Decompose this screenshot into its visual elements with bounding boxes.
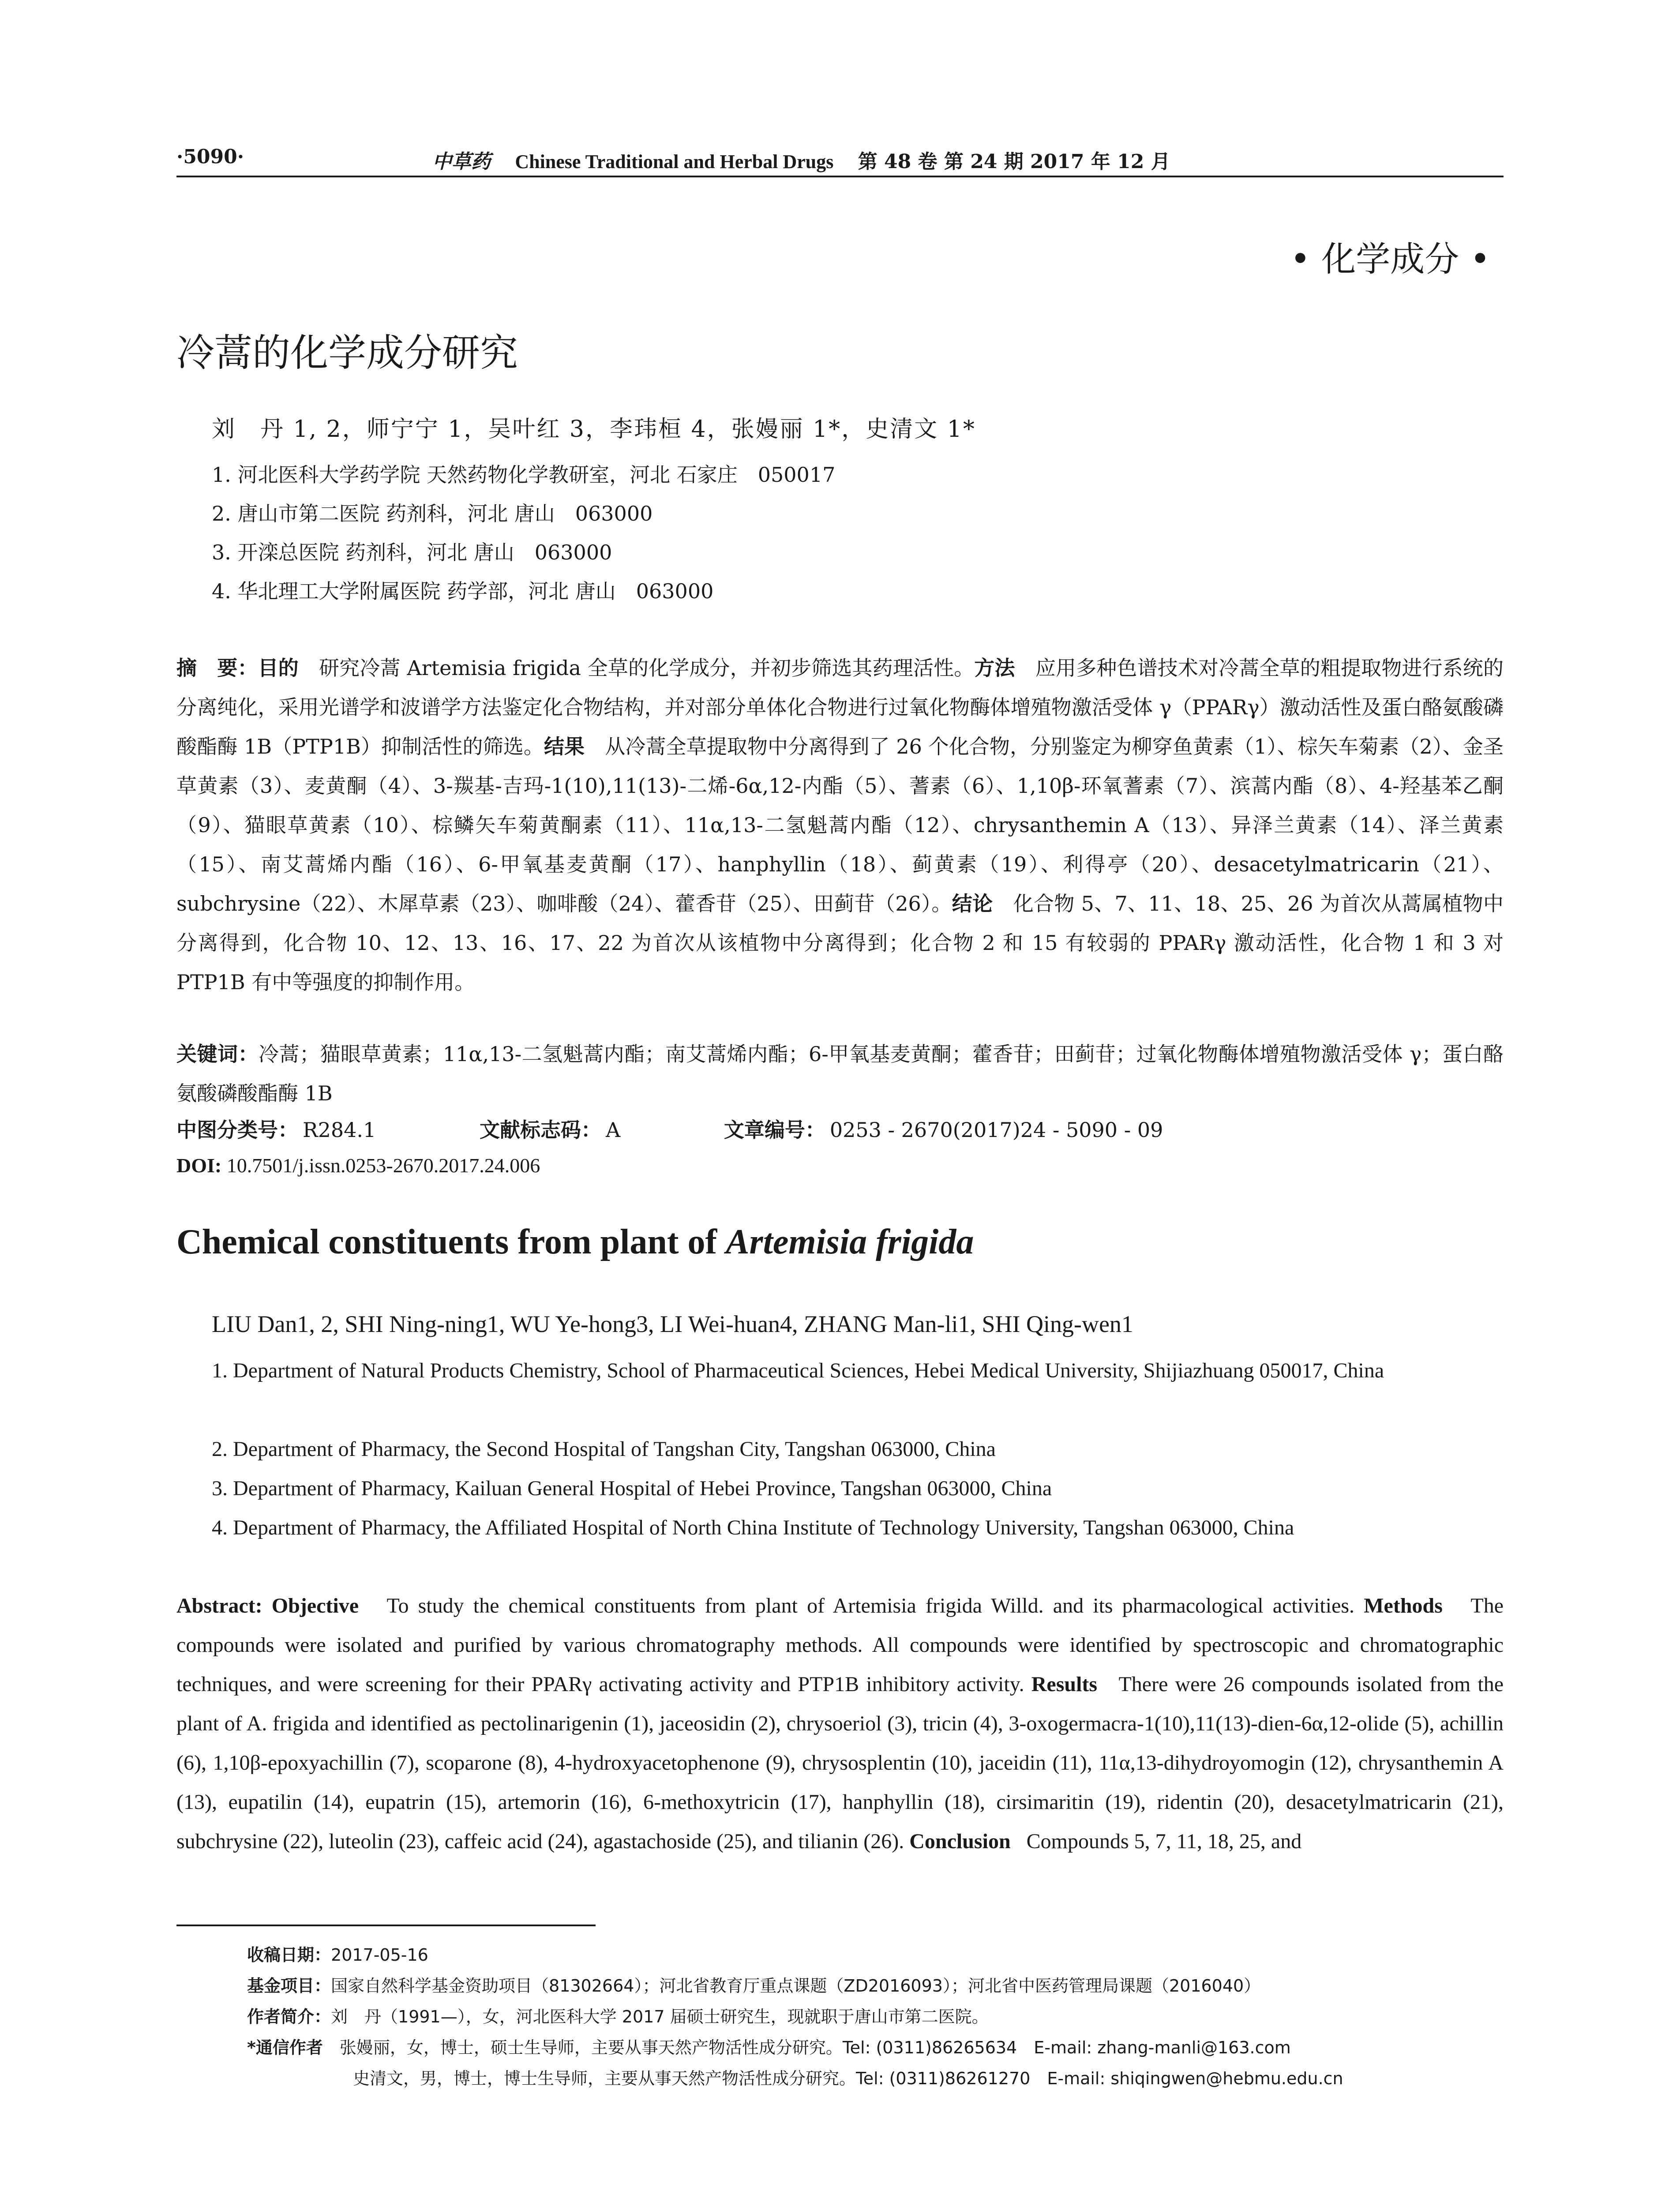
page-number: ·5090· bbox=[176, 146, 244, 168]
objective-en-text: To study the chemical constituents from plant of Artemisia frigida Willd. and its pharmacological activities. bbox=[386, 1594, 1355, 1617]
objective-en-label: Abstract: Objective bbox=[176, 1594, 359, 1617]
affiliation-en-4: 4. Department of Pharmacy, the Affiliated Hospital of North China Institute of Technology University, Tangshan 063000, China bbox=[212, 1516, 1294, 1539]
results-en-label: Results bbox=[1031, 1673, 1098, 1696]
header-rule bbox=[176, 176, 1504, 177]
conclusion-cn-label: 结论 bbox=[952, 892, 993, 915]
methods-en-text: The compounds were isolated and purified by various chromatography methods. All compounds were identified by spectroscopic and chromatographic techniques, and were screening for their PPARγ activating activity and PTP1B inhibitory activity. bbox=[176, 1594, 1504, 1696]
footnote-received bbox=[247, 1941, 428, 1966]
journal-name-cn: 中草药 bbox=[432, 150, 491, 173]
authors-en: LIU Dan1, 2, SHI Ning-ning1, WU Ye-hong3, LI Wei-huan4, ZHANG Man-li1, SHI Qing-wen1 bbox=[212, 1311, 1133, 1337]
section-label: • 化学成分 • bbox=[1290, 240, 1490, 279]
keywords-cn-label: 关键词： bbox=[176, 1042, 259, 1066]
results-cn-text: 从冷蒿全草提取物中分离得到了 26 个化合物，分别鉴定为柳穿鱼黄素（1）、棕矢车菊素（2）、金圣草黄素（3）、麦黄酮（4）、3-羰基-吉玛-1(10),11(13)-二烯-6α,12-内酯（5）、蓍素（6）、1,10β-环氧蓍素（7）、滨蒿内酯（8）、4-羟基苯乙酮（9）、猫眼草黄素（10）、棕鳞矢车菊黄酮素（11）、11α,13-二氢魁蒿内酯（12）、chrysanthemin A（13）、异泽兰黄素（14）、泽兰黄素（15）、南艾蒿烯内酯（16）、6-甲氧基麦黄酮（17）、hanphyllin（18）、蓟黄素（19）、利得亭（20）、desacetylmatricarin（21）、subchrysine（22）、木犀草素（23）、咖啡酸（24）、藿香苷（25）、田蓟苷（26）。 bbox=[176, 735, 1504, 915]
abstract-cn-label: 摘 要： bbox=[176, 656, 258, 680]
footnote-corresponding-2 bbox=[353, 2065, 1343, 2089]
abstract-en bbox=[176, 1586, 1504, 1861]
affiliation-en-1: 1. Department of Natural Products Chemistry, School of Pharmaceutical Sciences, Hebei Medical University, Shijiazhuang 050017, China bbox=[212, 1359, 1384, 1382]
bio-value: 刘 丹（1991—），女，河北医科大学 2017 届硕士研究生，现就职于唐山市第二医院。 bbox=[331, 2007, 989, 2026]
journal-name-en: Chinese Traditional and Herbal Drugs bbox=[515, 151, 834, 173]
footnote-fund bbox=[247, 1972, 1260, 1996]
corresponding-author-1: 张嫚丽，女，博士，硕士生导师，主要从事天然产物活性成分研究。Tel: (0311)86265634 E-mail: zhang-manli@163.com bbox=[339, 2038, 1291, 2057]
fund-label: 基金项目： bbox=[247, 1976, 331, 1996]
footnote-bio bbox=[247, 2003, 989, 2027]
results-en-text: There were 26 compounds isolated from the plant of A. frigida and identified as pectolinarigenin (1), jaceosidin (2), chrysoeriol (3), tricin (4), 3-oxogermacra-1(10),11(13)-dien-6α,12-olide (5), achillin (6), 1,10β-epoxyachillin (7), scoparone (8), 4-hydroxyacetophenone (9), chrysosplentin (10), jaceidin (11), 11α,13-dihydroyomogin (12), chrysanthemin A (13), eupatilin (14), eupatrin (15), artemorin (16), 6-methoxytricin (17), hanphyllin (18), cirsimaritin (19), ridentin (20), desacetylmatricarin (21), subchrysine (22), luteolin (23), caffeic acid (24), agastachoside (25), and tilianin (26). bbox=[176, 1673, 1504, 1853]
authors-cn: 刘 丹 1, 2，师宁宁 1，吴叶红 3，李玮桓 4，张嫚丽 1*，史清文 1* bbox=[212, 416, 976, 443]
affiliation-cn-2: 2. 唐山市第二医院 药剂科，河北 唐山 063000 bbox=[212, 502, 653, 525]
methods-cn-label: 方法 bbox=[974, 656, 1015, 680]
results-cn-label: 结果 bbox=[544, 735, 585, 758]
title-en-main: Chemical constituents from plant of bbox=[176, 1223, 726, 1261]
clc-value: R284.1 bbox=[303, 1118, 376, 1142]
corresponding-label: *通信作者 bbox=[247, 2038, 323, 2057]
objective-cn-text: 研究冷蒿 Artemisia frigida 全草的化学成分，并初步筛选其药理活性。 bbox=[319, 656, 975, 680]
affiliation-cn-3: 3. 开滦总医院 药剂科，河北 唐山 063000 bbox=[212, 540, 612, 564]
footnote-corresponding-1 bbox=[247, 2034, 1291, 2058]
affiliation-cn-4: 4. 华北理工大学附属医院 药学部，河北 唐山 063000 bbox=[212, 579, 714, 603]
title-en-species: Artemisia frigida bbox=[726, 1223, 974, 1261]
methods-en-label: Methods bbox=[1364, 1594, 1443, 1617]
fund-value: 国家自然科学基金资助项目（81302664）；河北省教育厅重点课题（ZD2016093）；河北省中医药管理局课题（2016040） bbox=[331, 1976, 1261, 1996]
article-number-value: 0253 - 2670(2017)24 - 5090 - 09 bbox=[829, 1118, 1163, 1142]
keywords-cn bbox=[176, 1035, 1504, 1113]
keywords-cn-text: 冷蒿；猫眼草黄素；11α,13-二氢魁蒿内酯；南艾蒿烯内酯；6-甲氧基麦黄酮；藿香苷；田蓟苷；过氧化物酶体增殖物激活受体 γ；蛋白酪氨酸磷酸酯酶 1B bbox=[176, 1042, 1504, 1105]
affiliation-cn-1: 1. 河北医科大学药学院 天然药物化学教研室，河北 石家庄 050017 bbox=[212, 463, 836, 487]
affiliation-en-3: 3. Department of Pharmacy, Kailuan General Hospital of Hebei Province, Tangshan 063000, China bbox=[212, 1477, 1052, 1500]
objective-cn-label: 目的 bbox=[258, 656, 299, 680]
doi-value[interactable]: 10.7501/j.issn.0253-2670.2017.24.006 bbox=[226, 1154, 540, 1177]
journal-info bbox=[432, 146, 1170, 174]
doi-label: DOI: bbox=[176, 1154, 222, 1177]
received-value: 2017-05-16 bbox=[331, 1945, 428, 1965]
title-en bbox=[176, 1222, 974, 1262]
conclusion-cn-text: 化合物 5、7、11、18、25、26 为首次从蒿属植物中分离得到，化合物 10、12、13、16、17、22 为首次从该植物中分离得到；化合物 2 和 15 有较弱的 PPARγ 激动活性，化合物 1 和 3 对 PTP1B 有中等强度的抑制作用。 bbox=[176, 892, 1504, 994]
journal-issue: 第 48 卷 第 24 期 2017 年 12 月 bbox=[858, 150, 1170, 173]
corresponding-author-2: 史清文，男，博士，博士生导师，主要从事天然产物活性成分研究。Tel: (0311)86261270 E-mail: shiqingwen@hebmu.edu.cn bbox=[353, 2069, 1343, 2088]
abstract-cn bbox=[176, 649, 1504, 1002]
doi-row bbox=[176, 1154, 540, 1177]
conclusion-en-text: Compounds 5, 7, 11, 18, 25, and bbox=[1026, 1830, 1302, 1853]
footnote-rule bbox=[176, 1925, 596, 1926]
doc-code-label: 文献标志码： bbox=[479, 1118, 601, 1142]
received-label: 收稿日期： bbox=[247, 1945, 331, 1965]
classification-row bbox=[176, 1114, 1163, 1143]
article-number-label: 文章编号： bbox=[724, 1118, 825, 1142]
running-header bbox=[176, 146, 1504, 172]
conclusion-en-label: Conclusion bbox=[909, 1830, 1011, 1853]
methods-cn-text: 应用多种色谱技术对冷蒿全草的粗提取物进行系统的分离纯化，采用光谱学和波谱学方法鉴定化合物结构，并对部分单体化合物进行过氧化物酶体增殖物激活受体 γ（PPARγ）激动活性及蛋白酪氨酸磷酸酯酶 1B（PTP1B）抑制活性的筛选。 bbox=[176, 656, 1504, 758]
doc-code-value: A bbox=[605, 1118, 621, 1142]
title-cn: 冷蒿的化学成分研究 bbox=[176, 331, 518, 375]
clc-label: 中图分类号： bbox=[176, 1118, 298, 1142]
bio-label: 作者简介： bbox=[247, 2007, 331, 2026]
affiliation-en-2: 2. Department of Pharmacy, the Second Hospital of Tangshan City, Tangshan 063000, China bbox=[212, 1437, 996, 1461]
